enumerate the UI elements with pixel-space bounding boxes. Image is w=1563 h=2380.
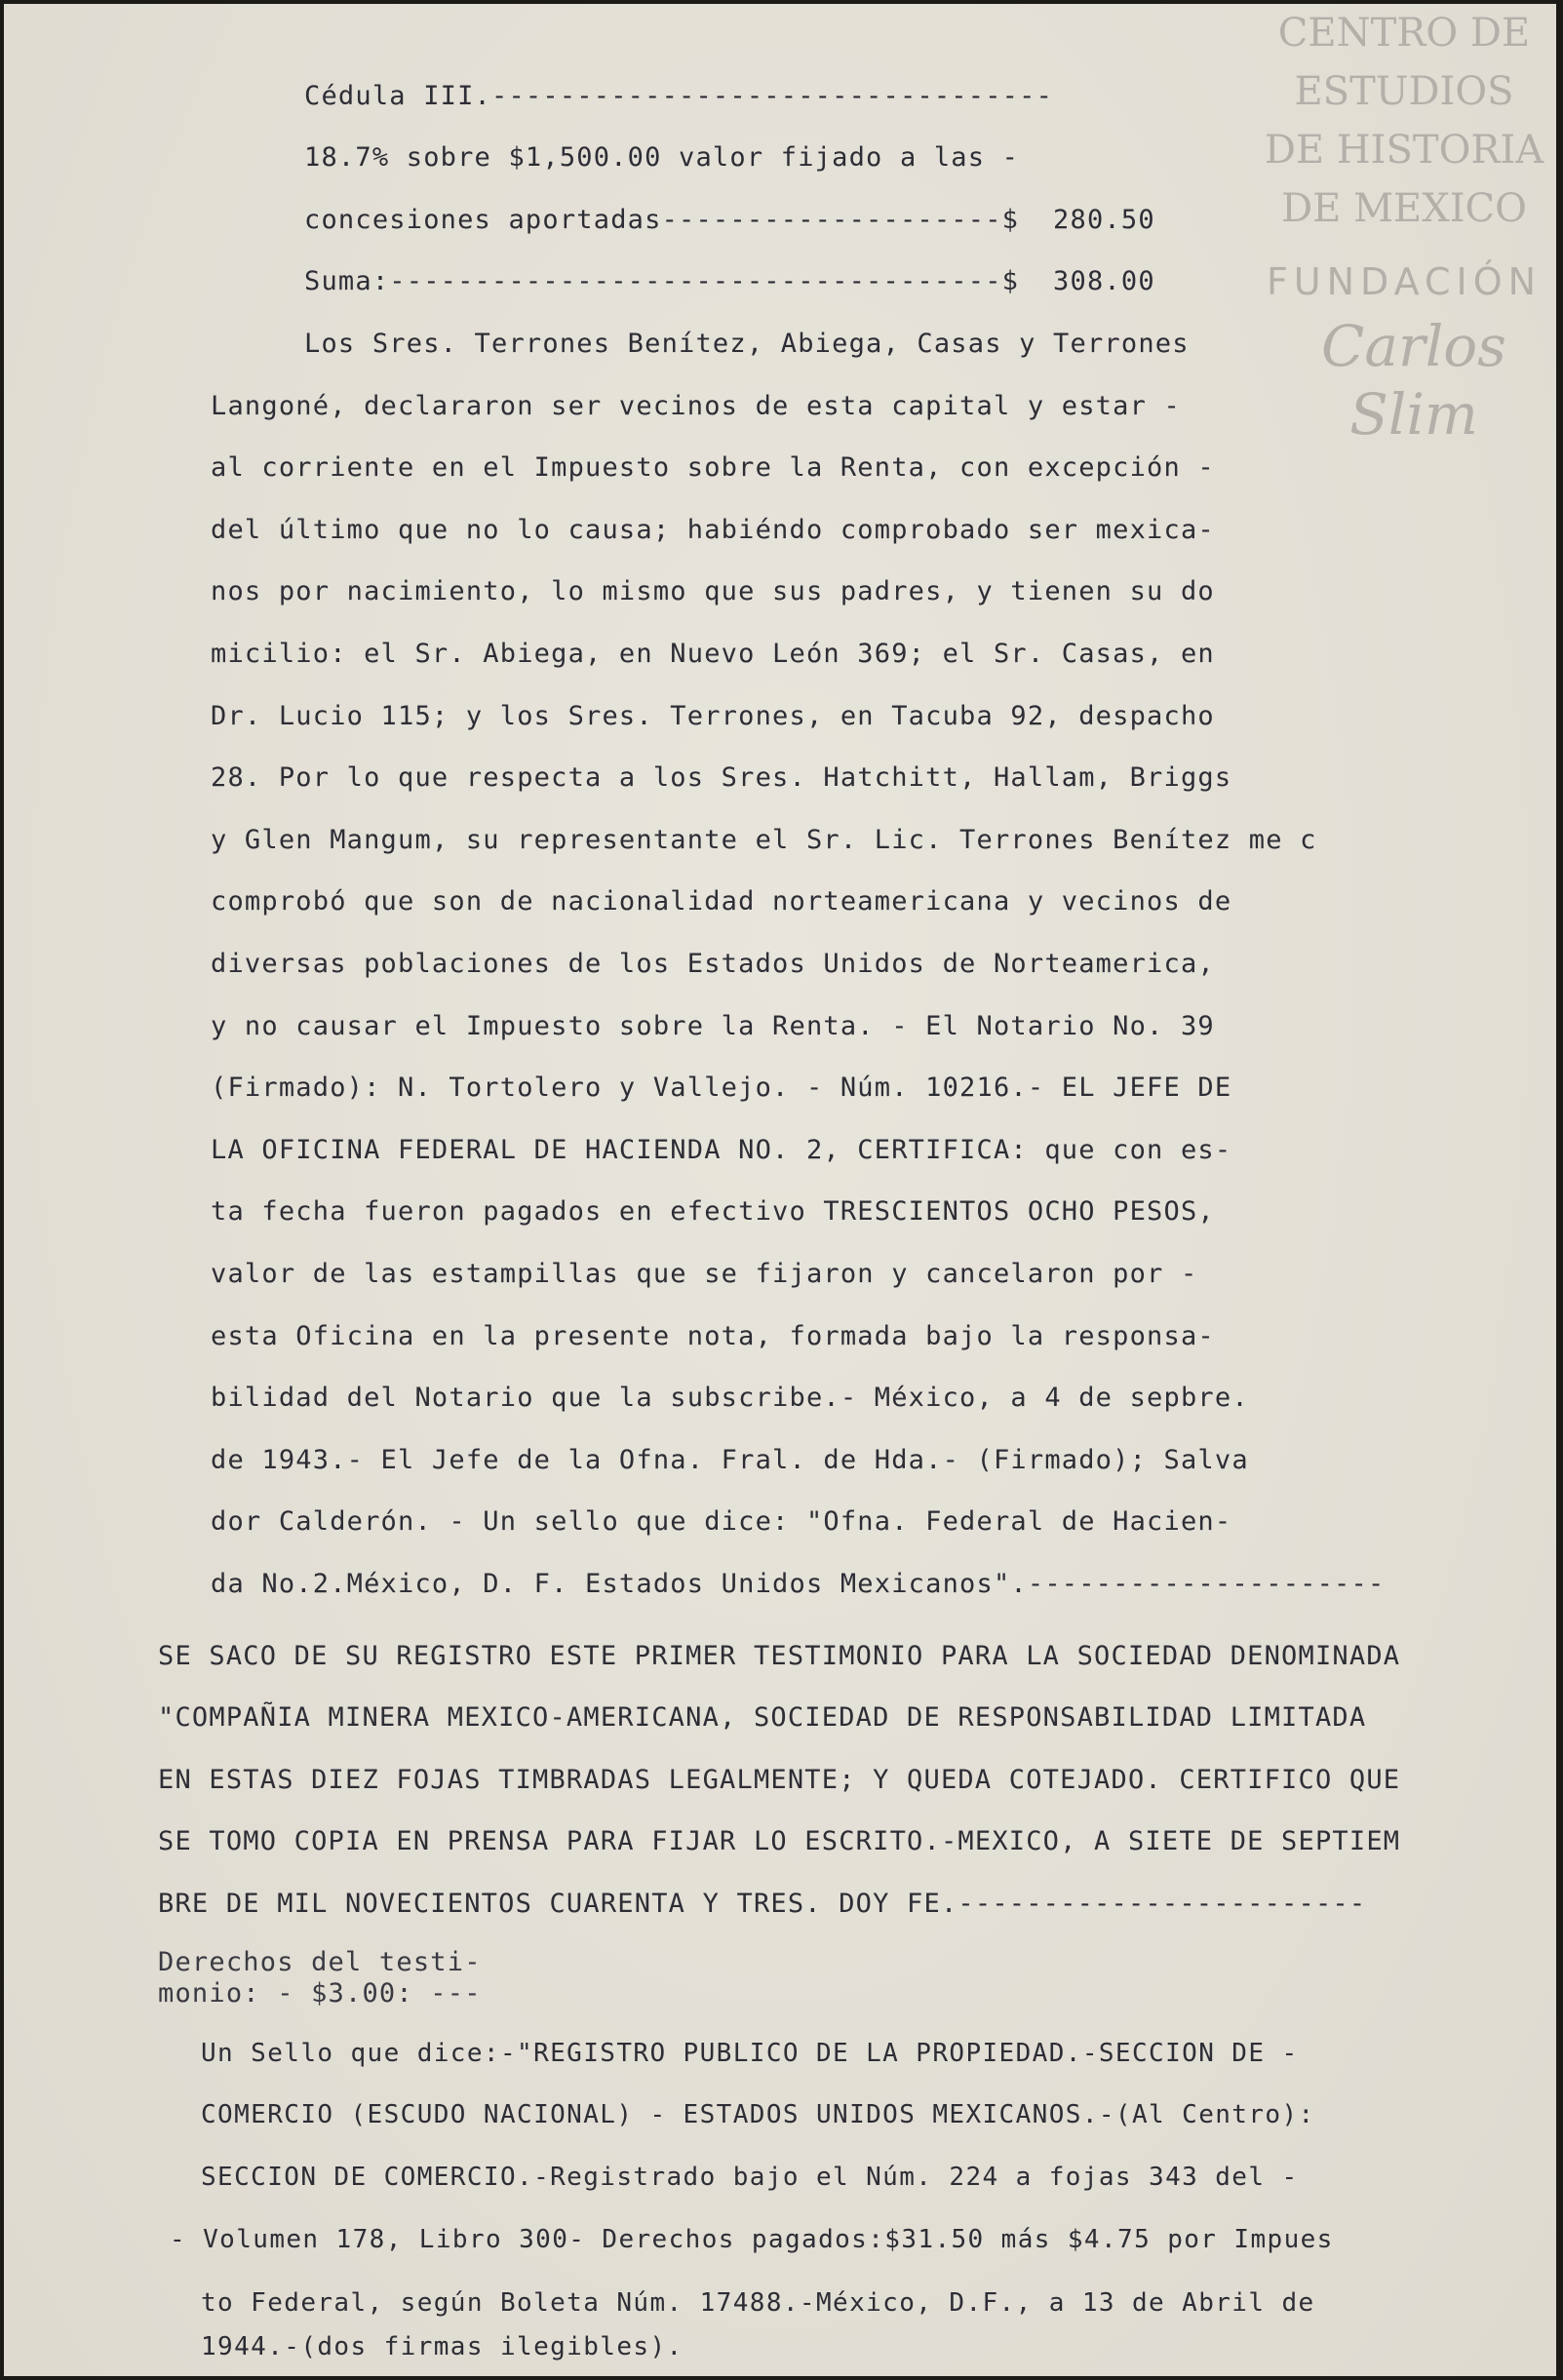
text-line: 18.7% sobre $1,500.00 valor fijado a las - (304, 142, 1020, 173)
text-line: al corriente en el Impuesto sobre la Renta, con excepción - (211, 452, 1215, 483)
text-line: da No.2.México, D. F. Estados Unidos Mexicanos".--------------------- (211, 1569, 1386, 1599)
text-line: Cédula III.--------------------------------- (304, 81, 1054, 111)
text-line: diversas poblaciones de los Estados Unidos de Norteamerica, (211, 949, 1215, 979)
watermark-line-4: DE MEXICO (1281, 186, 1527, 231)
text-line: Dr. Lucio 115; y los Sres. Terrones, en Tacuba 92, despacho (211, 701, 1215, 731)
stamp-line: COMERCIO (ESCUDO NACIONAL) - ESTADOS UNIDOS MEXICANOS.-(Al Centro): (201, 2100, 1315, 2129)
text-line: 28. Por lo que respecta a los Sres. Hatchitt, Hallam, Briggs (211, 762, 1232, 793)
text-line: BRE DE MIL NOVECIENTOS CUARENTA Y TRES. DOY FE.------------------------ (158, 1889, 1367, 1919)
document-page (4, 4, 1556, 2376)
watermark-line-2: ESTUDIOS (1294, 69, 1514, 114)
text-line: nos por nacimiento, lo mismo que sus padres, y tienen su do (211, 576, 1215, 606)
stamp-line: SECCION DE COMERCIO.-Registrado bajo el Núm. 224 a fojas 343 del - (201, 2163, 1299, 2192)
fees-line: Derechos del testi- (158, 1947, 482, 1977)
text-line: y Glen Mangum, su representante el Sr. Lic. Terrones Benítez me c (211, 825, 1317, 855)
text-line: del último que no lo causa; habiéndo comprobado ser mexica- (211, 515, 1215, 545)
text-line: Langoné, declararon ser vecinos de esta capital y estar - (211, 391, 1181, 421)
text-line: de 1943.- El Jefe de la Ofna. Fral. de Hda.- (Firmado); Salva (211, 1445, 1249, 1475)
text-line: LA OFICINA FEDERAL DE HACIENDA NO. 2, CERTIFICA: que con es- (211, 1135, 1232, 1165)
text-line: SE SACO DE SU REGISTRO ESTE PRIMER TESTIMONIO PARA LA SOCIEDAD DENOMINADA (158, 1641, 1401, 1671)
text-line: valor de las estampillas que se fijaron y cancelaron por - (211, 1259, 1198, 1289)
watermark-line-1: CENTRO DE (1277, 11, 1531, 56)
stamp-line: 1944.-(dos firmas ilegibles). (201, 2332, 684, 2361)
text-line: dor Calderón. - Un sello que dice: "Ofna. Federal de Hacien- (211, 1506, 1232, 1537)
text-line: SE TOMO COPIA EN PRENSA PARA FIJAR LO ESCRITO.-MEXICO, A SIETE DE SEPTIEM (158, 1826, 1401, 1856)
stamp-line: - Volumen 178, Libro 300- Derechos pagados:$31.50 más $4.75 por Impues (170, 2225, 1334, 2254)
text-line: Suma:------------------------------------$ 308.00 (304, 266, 1155, 296)
archive-watermark (1252, 4, 1556, 449)
watermark-signature: Carlos Slim (1321, 313, 1506, 448)
stamp-line: Un Sello que dice:-"REGISTRO PUBLICO DE LA PROPIEDAD.-SECCION DE - (201, 2039, 1299, 2068)
watermark-foundation: FUNDACIÓN (1266, 260, 1543, 303)
text-line: Los Sres. Terrones Benítez, Abiega, Casas y Terrones (304, 329, 1190, 359)
text-line: y no causar el Impuesto sobre la Renta. - El Notario No. 39 (211, 1011, 1215, 1041)
text-line: ta fecha fueron pagados en efectivo TRESCIENTOS OCHO PESOS, (211, 1196, 1215, 1227)
fees-line: monio: - $3.00: --- (158, 1978, 482, 2009)
stamp-line: to Federal, según Boleta Núm. 17488.-México, D.F., a 13 de Abril de (201, 2288, 1315, 2318)
text-line: comprobó que son de nacionalidad norteamericana y vecinos de (211, 886, 1232, 917)
text-line: esta Oficina en la presente nota, formada bajo la responsa- (211, 1321, 1215, 1351)
text-line: (Firmado): N. Tortolero y Vallejo. - Núm. 10216.- EL JEFE DE (211, 1073, 1232, 1103)
text-line: bilidad del Notario que la subscribe.- México, a 4 de sepbre. (211, 1383, 1249, 1413)
text-line: concesiones aportadas--------------------$ 280.50 (304, 205, 1155, 235)
text-line: "COMPAÑIA MINERA MEXICO-AMERICANA, SOCIEDAD DE RESPONSABILIDAD LIMITADA (158, 1702, 1367, 1733)
text-line: micilio: el Sr. Abiega, en Nuevo León 369; el Sr. Casas, en (211, 639, 1215, 669)
watermark-line-3: DE HISTORIA (1264, 128, 1544, 173)
text-line: EN ESTAS DIEZ FOJAS TIMBRADAS LEGALMENTE; Y QUEDA COTEJADO. CERTIFICO QUE (158, 1765, 1401, 1795)
